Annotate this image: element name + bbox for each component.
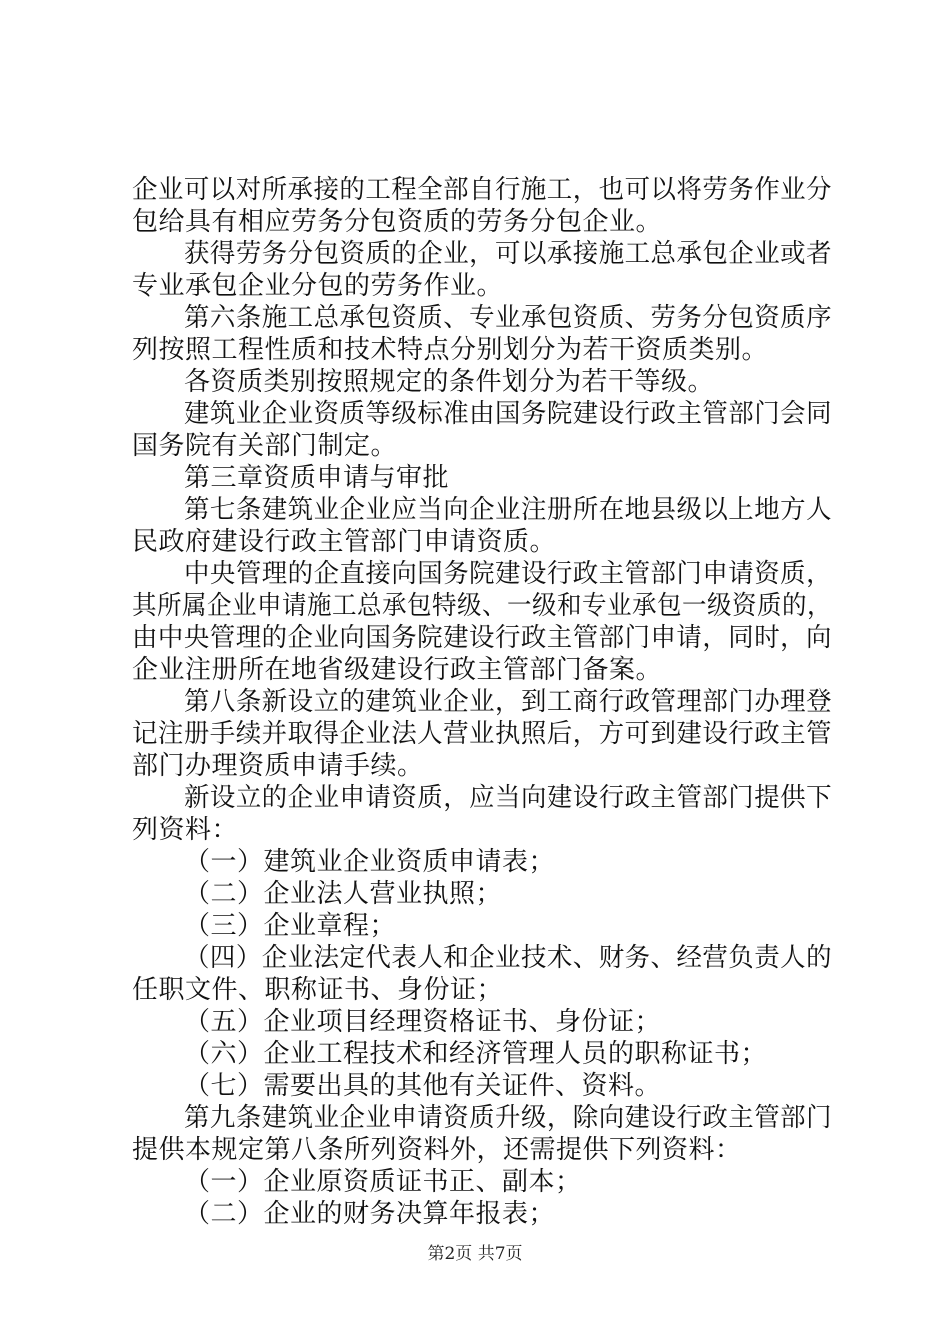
text-line: 企业可以对所承接的工程全部自行施工，也可以将劳务作业分 <box>132 175 832 205</box>
text-line: 第七条建筑业企业应当向企业注册所在地县级以上地方人 <box>184 495 832 525</box>
text-line: 列按照工程性质和技术特点分别划分为若干资质类别。 <box>132 335 769 365</box>
text-line: 第三章资质申请与审批 <box>184 463 450 493</box>
text-line: （二）企业法人营业执照； <box>184 879 503 909</box>
text-line: 第九条建筑业企业申请资质升级，除向建设行政主管部门 <box>184 1103 832 1133</box>
text-line: （四）企业法定代表人和企业技术、财务、经营负责人的 <box>184 943 832 973</box>
text-line: 第六条施工总承包资质、专业承包资质、劳务分包资质序 <box>184 303 832 333</box>
text-line: 提供本规定第八条所列资料外，还需提供下列资料： <box>132 1135 742 1165</box>
text-line: （五）企业项目经理资格证书、身份证； <box>184 1007 662 1037</box>
text-line: 包给具有相应劳务分包资质的劳务分包企业。 <box>132 207 663 237</box>
text-line: （一）企业原资质证书正、副本； <box>184 1167 582 1197</box>
text-line: 建筑业企业资质等级标准由国务院建设行政主管部门会同 <box>184 399 832 429</box>
text-line: 民政府建设行政主管部门申请资质。 <box>132 527 557 557</box>
text-line: 由中央管理的企业向国务院建设行政主管部门申请，同时，向 <box>132 623 832 653</box>
text-line: （一）建筑业企业资质申请表； <box>184 847 556 877</box>
text-line: 第八条新设立的建筑业企业，到工商行政管理部门办理登 <box>184 687 832 717</box>
text-line: 中央管理的企直接向国务院建设行政主管部门申请资质， <box>184 559 832 589</box>
text-line: （三）企业章程； <box>184 911 397 941</box>
text-line: （六）企业工程技术和经济管理人员的职称证书； <box>184 1039 768 1069</box>
text-line: 其所属企业申请施工总承包特级、一级和专业承包一级资质的， <box>132 591 832 621</box>
text-line: 列资料： <box>132 815 239 845</box>
text-line: 新设立的企业申请资质，应当向建设行政主管部门提供下 <box>184 783 832 813</box>
page-footer: 第2页 共7页 <box>427 1244 523 1264</box>
text-line: 记注册手续并取得企业法人营业执照后，方可到建设行政主管 <box>132 719 832 749</box>
text-line: 任职文件、职称证书、身份证； <box>132 975 504 1005</box>
document-body <box>132 174 832 1230</box>
text-line: （七）需要出具的其他有关证件、资料。 <box>184 1071 662 1101</box>
text-line: 部门办理资质申请手续。 <box>132 751 424 781</box>
text-line: 企业注册所在地省级建设行政主管部门备案。 <box>132 655 663 685</box>
text-line: （二）企业的财务决算年报表； <box>184 1199 556 1229</box>
text-line: 获得劳务分包资质的企业，可以承接施工总承包企业或者 <box>184 239 832 269</box>
text-line: 专业承包企业分包的劳务作业。 <box>132 271 504 301</box>
text-line: 国务院有关部门制定。 <box>132 431 398 461</box>
text-line: 各资质类别按照规定的条件划分为若干等级。 <box>184 367 715 397</box>
